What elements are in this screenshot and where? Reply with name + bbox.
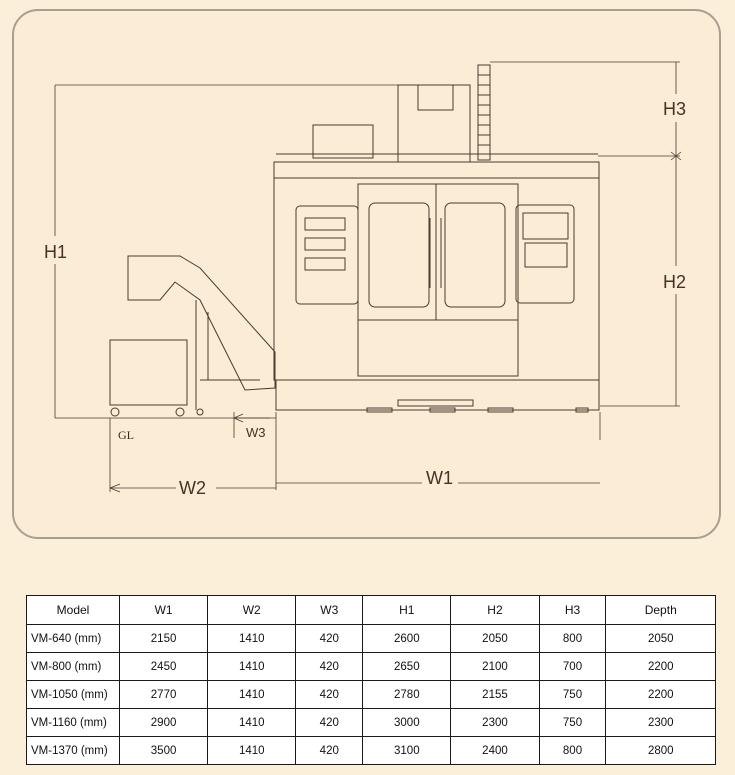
model-cell: VM-640 (mm) [27,625,120,653]
column-header-h1: H1 [363,596,451,625]
w1-label: W1 [426,468,453,488]
w3-cell: 420 [296,681,363,709]
table-row [27,681,716,709]
h2-cell: 2100 [451,653,539,681]
w1-cell: 2770 [120,681,208,709]
model-cell: VM-1050 (mm) [27,681,120,709]
h3-cell: 700 [539,653,606,681]
h3-cell: 800 [539,625,606,653]
w3-label: W3 [246,425,266,440]
depth-cell: 2300 [606,709,716,737]
h1-cell: 2780 [363,681,451,709]
column-header-w1: W1 [120,596,208,625]
right-door-window [445,203,505,307]
h2-cell: 2155 [451,681,539,709]
h3-cell: 750 [539,709,606,737]
table-row [27,653,716,681]
depth-cell: 2800 [606,737,716,765]
depth-cell: 2200 [606,681,716,709]
column-header-h2: H2 [451,596,539,625]
w1-cell: 2450 [120,653,208,681]
front-doors [358,184,518,320]
w2-cell: 1410 [208,737,296,765]
h1-cell: 2650 [363,653,451,681]
table-row [27,625,716,653]
h3-cell: 750 [539,681,606,709]
w2-cell: 1410 [208,681,296,709]
h2-cell: 2400 [451,737,539,765]
w1-cell: 3500 [120,737,208,765]
w3-cell: 420 [296,653,363,681]
chip-conveyor [128,256,275,390]
h1-cell: 3100 [363,737,451,765]
w2-cell: 1410 [208,653,296,681]
table-row [27,709,716,737]
cable-chain [478,65,490,160]
w2-label: W2 [179,478,206,498]
model-cell: VM-1160 (mm) [27,709,120,737]
w2-cell: 1410 [208,709,296,737]
h3-cell: 800 [539,737,606,765]
w1-cell: 2900 [120,709,208,737]
left-door-window [369,203,429,307]
w2-cell: 1410 [208,625,296,653]
depth-cell: 2050 [606,625,716,653]
column-header-model: Model [27,596,120,625]
w1-cell: 2150 [120,625,208,653]
column-header-depth: Depth [606,596,716,625]
table-header-row [27,596,716,625]
model-cell: VM-1370 (mm) [27,737,120,765]
h3-label: H3 [663,99,687,119]
w3-cell: 420 [296,737,363,765]
ground-level-label: GL [118,428,134,442]
h2-cell: 2300 [451,709,539,737]
h2-label: H2 [663,272,687,292]
depth-cell: 2200 [606,653,716,681]
control-screen [523,213,568,239]
column-header-w2: W2 [208,596,296,625]
h2-cell: 2050 [451,625,539,653]
column-header-h3: H3 [539,596,606,625]
w3-cell: 420 [296,625,363,653]
machine-outline [110,65,599,416]
spindle-motor [313,125,373,158]
column-header-w3: W3 [296,596,363,625]
spindle-column [398,85,470,162]
model-cell: VM-800 (mm) [27,653,120,681]
h1-cell: 2600 [363,625,451,653]
chip-cart [110,340,187,405]
dimension-table [26,595,716,765]
table-row [27,737,716,765]
w3-cell: 420 [296,709,363,737]
dimension-lines [55,62,681,492]
h1-cell: 3000 [363,709,451,737]
h1-label: H1 [44,242,68,262]
